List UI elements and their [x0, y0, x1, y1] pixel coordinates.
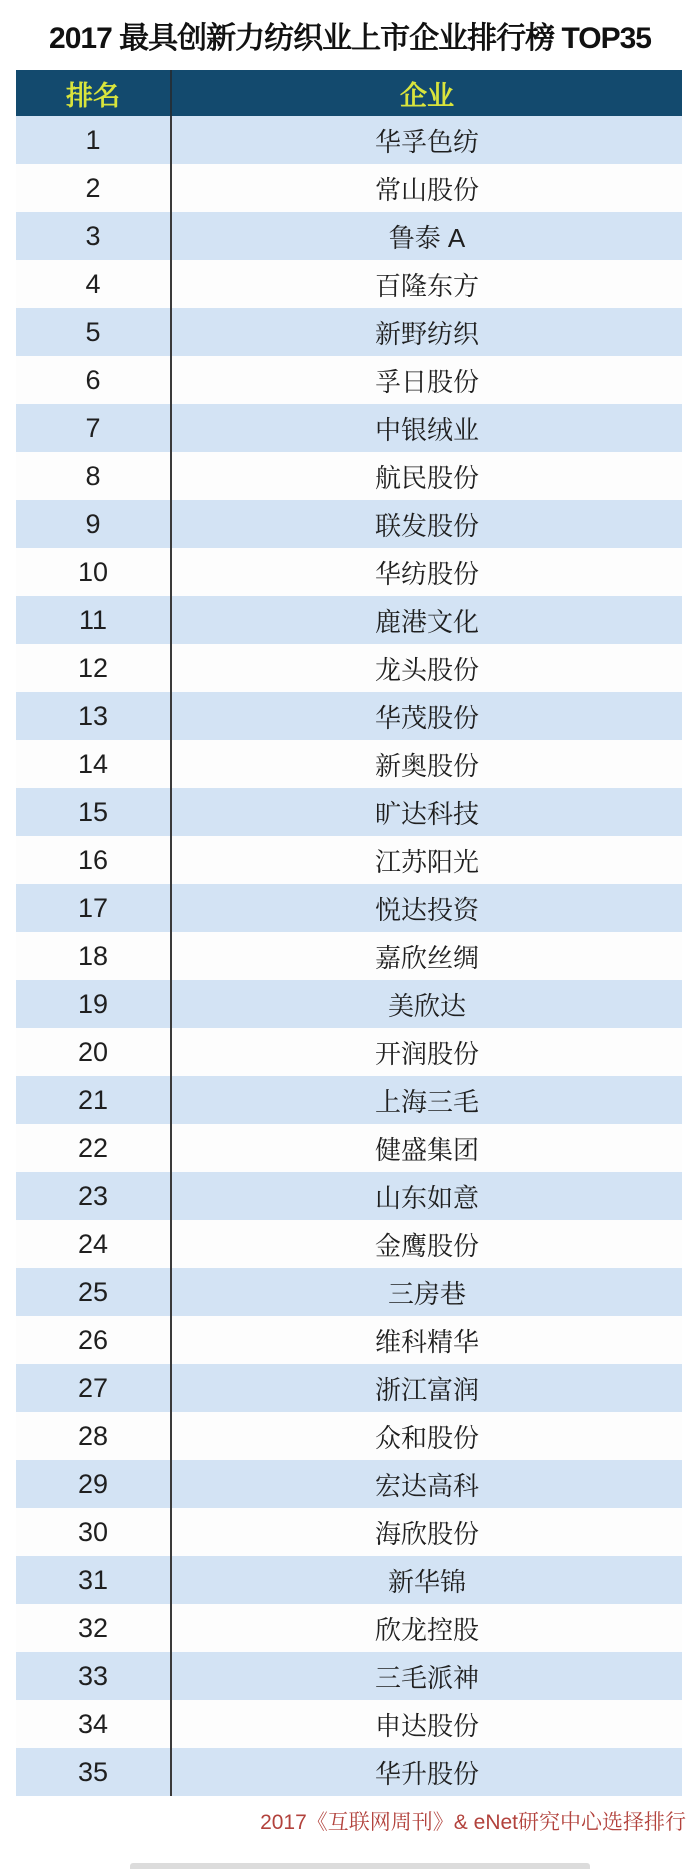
- company-cell: 三毛派神: [170, 1652, 682, 1700]
- company-cell: 新野纺织: [170, 308, 682, 356]
- rank-cell: 21: [77, 1084, 109, 1115]
- table-row: [16, 1268, 682, 1316]
- company-cell: 三房巷: [170, 1268, 682, 1316]
- rank-cell: 7: [85, 412, 101, 443]
- table-row: [16, 1076, 682, 1124]
- table-row: [16, 1508, 682, 1556]
- table-row: [16, 740, 682, 788]
- company-cell: 新奥股份: [170, 740, 682, 788]
- company-cell: 鲁泰 A: [170, 212, 682, 260]
- rank-cell: 17: [77, 892, 109, 923]
- company-cell: 联发股份: [170, 500, 682, 548]
- bottom-strip: [130, 1863, 590, 1869]
- rank-cell: 1: [85, 124, 101, 155]
- company-cell: 华茂股份: [170, 692, 682, 740]
- company-cell: 健盛集团: [170, 1124, 682, 1172]
- table-row: [16, 644, 682, 692]
- company-cell: 孚日股份: [170, 356, 682, 404]
- company-cell: 航民股份: [170, 452, 682, 500]
- rank-cell: 14: [77, 748, 109, 779]
- company-cell: 开润股份: [170, 1028, 682, 1076]
- rank-cell: 23: [77, 1180, 109, 1211]
- rank-cell: 31: [77, 1564, 109, 1595]
- company-cell: 华孚色纺: [170, 116, 682, 164]
- source-credit: 2017《互联网周刊》& eNet研究中心选择排行: [260, 1811, 686, 1834]
- rank-cell: 8: [85, 460, 101, 491]
- table-row: [16, 1460, 682, 1508]
- table-row: [16, 164, 682, 212]
- company-cell: 申达股份: [170, 1700, 682, 1748]
- table-row: [16, 1652, 682, 1700]
- table-row: [16, 356, 682, 404]
- rank-cell: 4: [85, 268, 101, 299]
- table-row: [16, 836, 682, 884]
- rank-cell: 22: [77, 1132, 109, 1163]
- rank-cell: 3: [85, 220, 101, 251]
- company-cell: 鹿港文化: [170, 596, 682, 644]
- company-cell: 浙江富润: [170, 1364, 682, 1412]
- rank-cell: 13: [77, 700, 109, 731]
- rank-cell: 25: [77, 1276, 109, 1307]
- table-row: [16, 500, 682, 548]
- rank-cell: 10: [77, 556, 109, 587]
- company-cell: 旷达科技: [170, 788, 682, 836]
- rank-cell: 28: [77, 1420, 109, 1451]
- company-cell: 新华锦: [170, 1556, 682, 1604]
- rank-cell: 34: [77, 1708, 109, 1739]
- table-row: [16, 404, 682, 452]
- table-row: [16, 1364, 682, 1412]
- company-cell: 欣龙控股: [170, 1604, 682, 1652]
- table-row: [16, 116, 682, 164]
- company-cell: 美欣达: [170, 980, 682, 1028]
- ranking-table: [16, 70, 682, 1796]
- table-row: [16, 1604, 682, 1652]
- table-row: [16, 212, 682, 260]
- company-cell: 上海三毛: [170, 1076, 682, 1124]
- table-row: [16, 1220, 682, 1268]
- page-title: 2017 最具创新力纺织业上市企业排行榜 TOP35: [49, 22, 651, 55]
- table-row: [16, 932, 682, 980]
- table-row: [16, 1028, 682, 1076]
- company-cell: 嘉欣丝绸: [170, 932, 682, 980]
- table-row: [16, 1748, 682, 1796]
- table-row: [16, 1124, 682, 1172]
- rank-cell: 35: [77, 1756, 109, 1787]
- company-cell: 华纺股份: [170, 548, 682, 596]
- table-header-row: [16, 70, 682, 116]
- rank-cell: 19: [77, 988, 109, 1019]
- table-row: [16, 308, 682, 356]
- rank-cell: 9: [85, 508, 101, 539]
- table-row: [16, 1172, 682, 1220]
- rank-cell: 11: [78, 604, 108, 635]
- rank-cell: 5: [85, 316, 101, 347]
- company-cell: 常山股份: [170, 164, 682, 212]
- rank-cell: 26: [77, 1324, 109, 1355]
- rank-cell: 32: [77, 1612, 109, 1643]
- table-row: [16, 260, 682, 308]
- table-row: [16, 452, 682, 500]
- company-cell: 金鹰股份: [170, 1220, 682, 1268]
- rank-cell: 6: [85, 364, 101, 395]
- rank-cell: 24: [77, 1228, 109, 1259]
- rank-column-header: 排名: [66, 80, 120, 111]
- rank-cell: 33: [77, 1660, 109, 1691]
- company-cell: 宏达高科: [170, 1460, 682, 1508]
- table-row: [16, 980, 682, 1028]
- company-cell: 海欣股份: [170, 1508, 682, 1556]
- company-cell: 百隆东方: [170, 260, 682, 308]
- table-row: [16, 1556, 682, 1604]
- table-row: [16, 1700, 682, 1748]
- rank-cell: 20: [77, 1036, 109, 1067]
- table-row: [16, 788, 682, 836]
- rank-cell: 27: [77, 1372, 109, 1403]
- table-row: [16, 1412, 682, 1460]
- company-cell: 悦达投资: [170, 884, 682, 932]
- rank-cell: 30: [77, 1516, 109, 1547]
- table-row: [16, 692, 682, 740]
- table-row: [16, 1316, 682, 1364]
- company-cell: 维科精华: [170, 1316, 682, 1364]
- rank-cell: 16: [77, 844, 109, 875]
- company-cell: 龙头股份: [170, 644, 682, 692]
- table-row: [16, 884, 682, 932]
- company-cell: 众和股份: [170, 1412, 682, 1460]
- rank-cell: 18: [77, 940, 109, 971]
- company-column-header: 企业: [170, 70, 682, 116]
- table-body: [16, 116, 682, 1796]
- table-row: [16, 596, 682, 644]
- rank-cell: 15: [77, 796, 109, 827]
- rank-cell: 29: [77, 1468, 109, 1499]
- rank-cell: 12: [77, 652, 109, 683]
- company-cell: 中银绒业: [170, 404, 682, 452]
- rank-cell: 2: [85, 172, 101, 203]
- table-row: [16, 548, 682, 596]
- company-cell: 华升股份: [170, 1748, 682, 1796]
- company-cell: 江苏阳光: [170, 836, 682, 884]
- company-cell: 山东如意: [170, 1172, 682, 1220]
